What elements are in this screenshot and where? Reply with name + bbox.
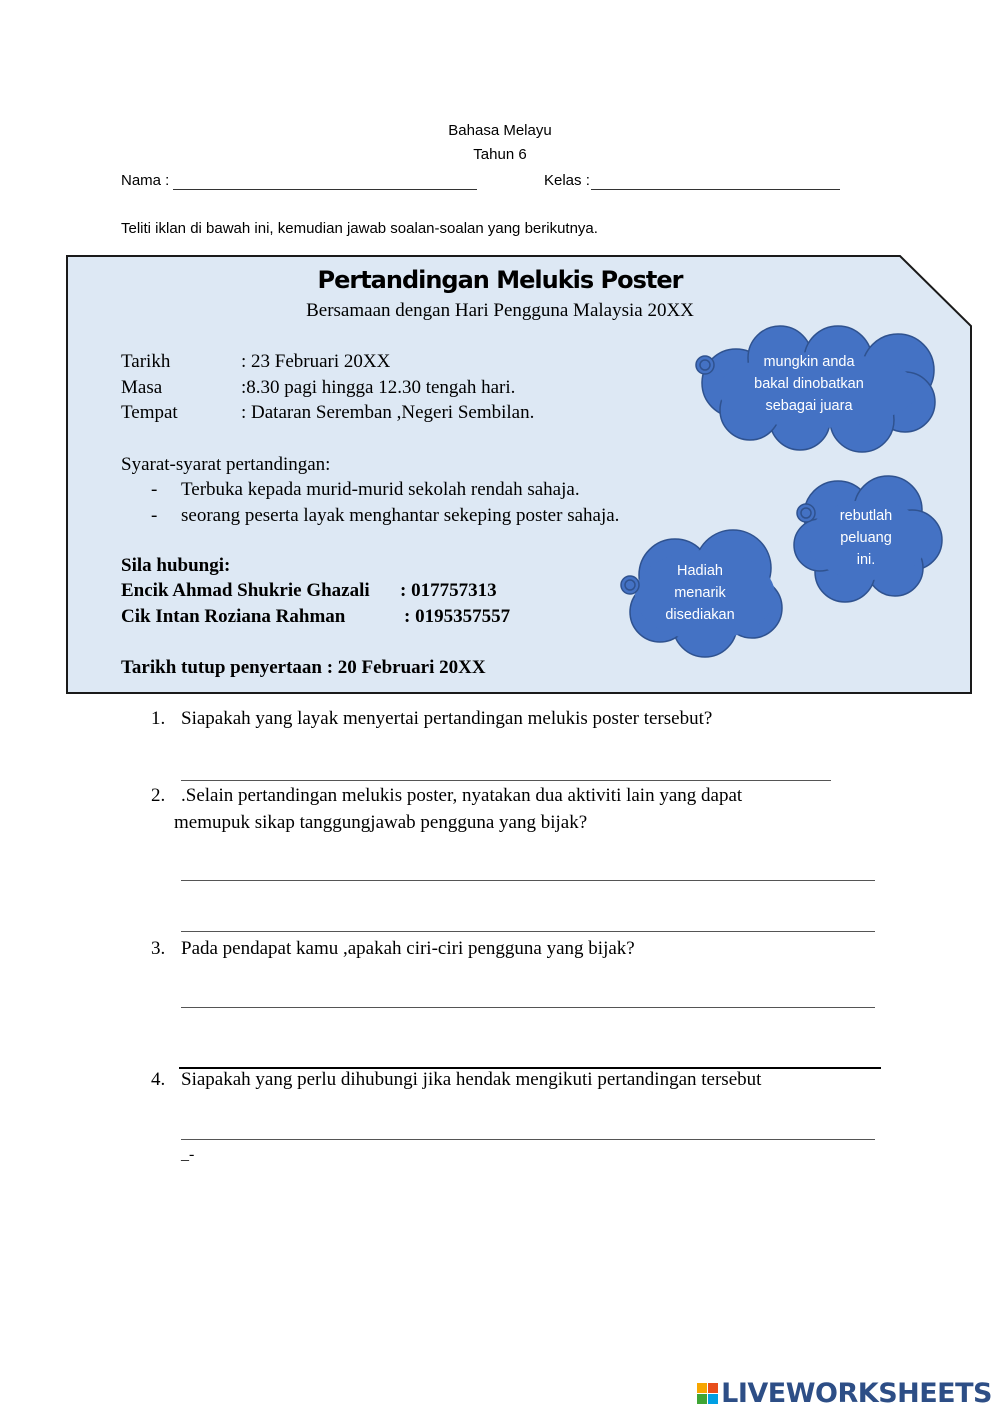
- detail-label-time: Masa: [121, 377, 163, 398]
- name-label: Nama :: [121, 172, 170, 189]
- instruction-text: Teliti iklan di bawah ini, kemudian jawab soalan-soalan yang berikutnya.: [121, 220, 598, 237]
- cloud-line: sebagai juara: [765, 398, 853, 414]
- cloud-text-3: [655, 560, 745, 626]
- detail-label-date: Tarikh: [121, 351, 171, 372]
- cloud-text-2: [820, 505, 912, 571]
- detail-value-venue: : Dataran Seremban ,Negeri Sembilan.: [241, 402, 535, 423]
- answer-line[interactable]: [181, 880, 875, 881]
- question-number: 1.: [151, 708, 166, 729]
- condition-item: Terbuka kepada murid-murid sekolah rendah sahaja.: [181, 479, 580, 500]
- cloud-line: disediakan: [665, 607, 735, 623]
- class-label: Kelas :: [544, 172, 590, 189]
- year-title: Tahun 6: [473, 146, 527, 163]
- question-text: .Selain pertandingan melukis poster, nyatakan dua aktiviti lain yang dapat: [181, 785, 743, 806]
- cloud-line: Hadiah: [677, 563, 723, 579]
- logo-block: [708, 1383, 718, 1393]
- cloud-line: peluang: [840, 530, 892, 546]
- detail-value-time: :8.30 pagi hingga 12.30 tengah hari.: [241, 377, 516, 398]
- question-text: Pada pendapat kamu ,apakah ciri-ciri pengguna yang bijak?: [181, 938, 635, 959]
- cloud-line: bakal dinobatkan: [754, 376, 864, 392]
- poster-title: Pertandingan Melukis Poster: [317, 266, 683, 294]
- answer-line[interactable]: [181, 1139, 875, 1140]
- condition-bullet: -: [151, 505, 158, 526]
- logo-block: [697, 1394, 707, 1404]
- condition-item: seorang peserta layak menghantar sekeping poster sahaja.: [181, 505, 620, 526]
- answer-line[interactable]: [181, 931, 875, 932]
- liveworksheets-logo: [697, 1378, 992, 1409]
- condition-bullet: -: [151, 479, 158, 500]
- logo-icon: [697, 1383, 718, 1404]
- detail-value-date: : 23 Februari 20XX: [241, 351, 391, 372]
- answer-line[interactable]: [181, 780, 831, 781]
- cloud-line: ini.: [856, 552, 876, 568]
- question-text: Siapakah yang layak menyertai pertandingan melukis poster tersebut?: [181, 708, 713, 729]
- trailing-mark: _-: [181, 1146, 195, 1163]
- contact-name: Encik Ahmad Shukrie Ghazali: [121, 580, 370, 601]
- detail-label-venue: Tempat: [121, 402, 178, 423]
- conditions-title: Syarat-syarat pertandingan:: [121, 454, 331, 475]
- answer-line[interactable]: [181, 1007, 875, 1008]
- contact-title: Sila hubungi:: [121, 555, 231, 576]
- logo-block: [708, 1394, 718, 1404]
- cloud-text-1: [735, 351, 883, 417]
- closing-date: Tarikh tutup penyertaan : 20 Februari 20XX: [121, 657, 486, 678]
- logo-block: [697, 1383, 707, 1393]
- subject-title: Bahasa Melayu: [448, 122, 552, 139]
- contact-name: Cik Intan Roziana Rahman: [121, 606, 346, 627]
- cloud-line: menarik: [674, 585, 726, 601]
- question-number: 2.: [151, 785, 166, 806]
- cloud-line: mungkin anda: [763, 354, 855, 370]
- question-number: 3.: [151, 938, 166, 959]
- question-text-continued: memupuk sikap tanggungjawab pengguna yang bijak?: [174, 812, 588, 833]
- question-text: Siapakah yang perlu dihubungi jika hendak mengikuti pertandingan tersebut: [181, 1069, 762, 1090]
- logo-text: LIVEWORKSHEETS: [721, 1378, 992, 1409]
- contact-phone: : 017757313: [400, 580, 497, 601]
- question-number: 4.: [151, 1069, 166, 1090]
- poster-subtitle: Bersamaan dengan Hari Pengguna Malaysia 20XX: [306, 300, 694, 321]
- contact-phone: : 0195357557: [404, 606, 511, 627]
- cloud-line: rebutlah: [839, 508, 893, 524]
